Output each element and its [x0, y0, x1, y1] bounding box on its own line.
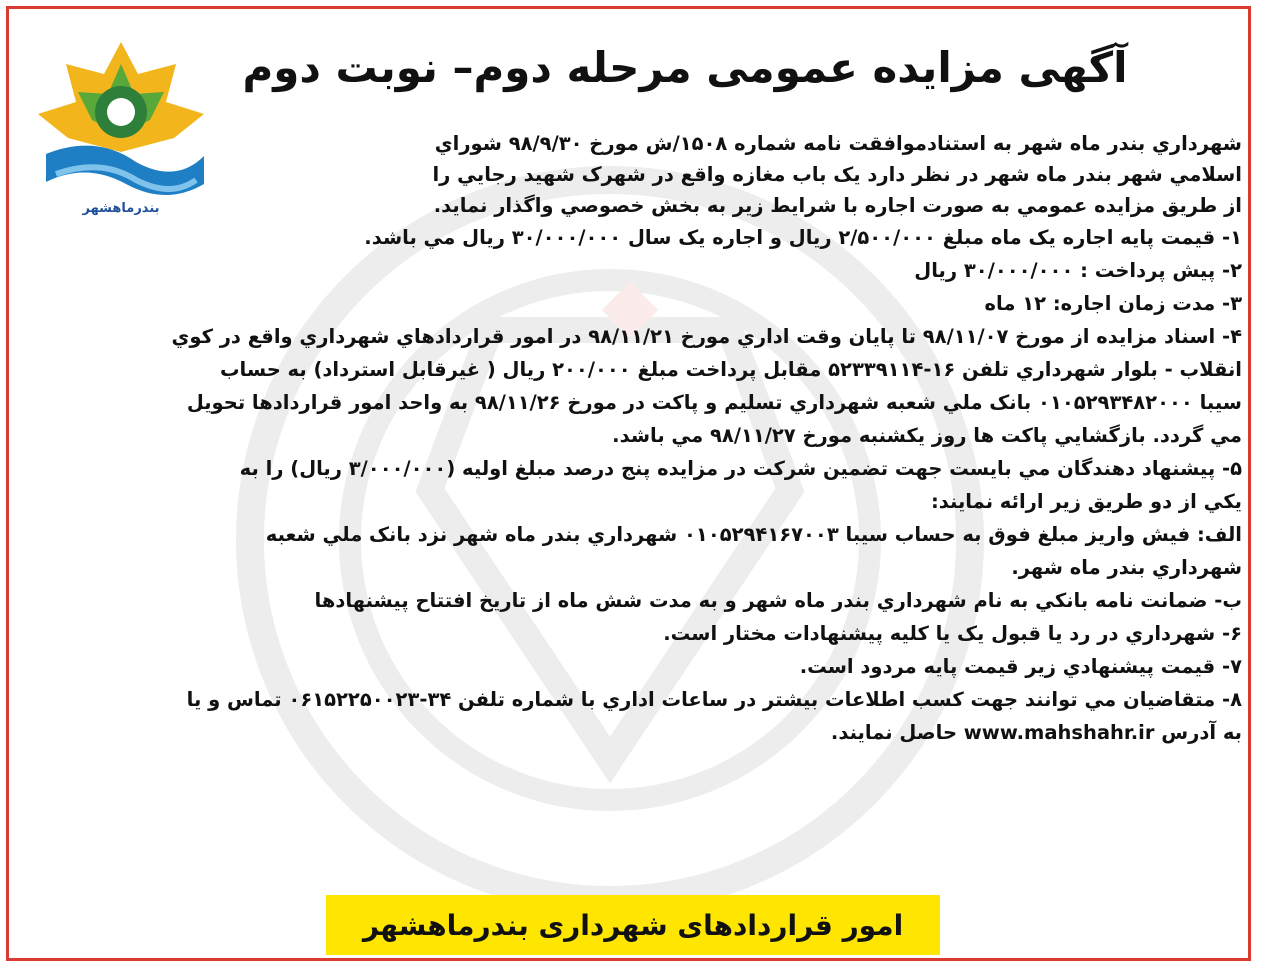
condition-line: به آدرس www.mahshahr.ir حاصل نمايند.	[830, 721, 1242, 744]
condition-line: الف: فيش واريز مبلغ فوق به حساب سيبا ۰۱۰۵۲۹۴۱۶۷۰۰۳ شهرداري بندر ماه شهر نزد بانک ملي شعبه	[265, 523, 1242, 546]
condition-line: ۲- پيش پرداخت : ۳۰/۰۰۰/۰۰۰ ريال	[914, 259, 1242, 282]
intro-line: شهرداري بندر ماه شهر به استنادموافقت نامه شماره ۱۵۰۸/ش مورخ ۹۸/۹/۳۰ شوراي	[434, 132, 1242, 155]
condition-item	[20, 584, 1242, 617]
condition-line: ۸- متقاضيان مي توانند جهت کسب اطلاعات بيشتر در ساعات اداري با شماره تلفن ۳۴-۰۶۱۵۲۲۵۰۰۲۳ تماس و يا	[186, 688, 1242, 711]
condition-line: ۱- قيمت پايه اجاره يک ماه مبلغ ۲/۵۰۰/۰۰۰ ريال و اجاره يک سال ۳۰/۰۰۰/۰۰۰ ريال مي باشد.	[364, 226, 1242, 249]
condition-line: ۵- پيشنهاد دهندگان مي بايست جهت تضمين شرکت در مزايده پنج درصد مبلغ اوليه (۳/۰۰۰/۰۰۰ ريال) را به	[239, 457, 1242, 480]
logo-caption: بندرماهشهر	[82, 201, 160, 216]
condition-line: ۶- شهرداري در رد يا قبول يک يا کليه پيشنهادات مختار است.	[663, 622, 1242, 645]
condition-item	[20, 320, 1242, 452]
condition-line: انقلاب - بلوار شهرداري تلفن ۱۶-۵۲۳۳۹۱۱۴ مقابل پرداخت مبلغ ۲۰۰/۰۰۰ ريال ( غيرقابل استرداد) به حساب	[219, 358, 1242, 381]
condition-line: ۷- قيمت پيشنهادي زير قيمت پايه مردود است.	[799, 655, 1242, 678]
condition-line: سيبا ۰۱۰۵۲۹۳۴۸۲۰۰۰ بانک ملي شعبه شهرداري تسليم و پاکت در مورخ ۹۸/۱۱/۲۶ به واحد امور قراردادها تحويل	[186, 391, 1242, 414]
condition-line: ب- ضمانت نامه بانکي به نام شهرداري بندر ماه شهر و به مدت شش ماه از تاريخ افتتاح پيشنهادها	[314, 589, 1242, 612]
intro-paragraph	[242, 128, 1242, 221]
condition-item	[20, 650, 1242, 683]
intro-line: از طريق مزايده عمومي به صورت اجاره با شرايط زير به بخش خصوصي واگذار نمايد.	[433, 194, 1242, 217]
condition-item	[20, 617, 1242, 650]
condition-line: شهرداري بندر ماه شهر.	[1011, 556, 1242, 579]
condition-item	[20, 221, 1242, 254]
condition-line: مي گردد. بازگشايي پاکت ها روز يکشنبه مورخ ۹۸/۱۱/۲۷ مي باشد.	[612, 424, 1242, 447]
condition-item	[20, 254, 1242, 287]
notice-body	[20, 128, 1242, 749]
condition-item	[20, 518, 1242, 584]
condition-item	[20, 683, 1242, 749]
condition-line: ۴- اسناد مزايده از مورخ ۹۸/۱۱/۰۷ تا پايان وقت اداري مورخ ۹۸/۱۱/۲۱ در امور قراردادهاي شهرداري واقع در کوي	[171, 325, 1242, 348]
condition-line: يکي از دو طريق زير ارائه نمايند:	[930, 490, 1242, 513]
condition-line: ۳- مدت زمان اجاره: ۱۲ ماه	[984, 292, 1242, 315]
footer-signature: امور قراردادهای شهرداری بندرماهشهر	[326, 895, 940, 955]
condition-item	[20, 287, 1242, 320]
condition-item	[20, 452, 1242, 518]
page-title: آگهی مزایده عمومی مرحله دوم– نوبت دوم	[242, 43, 1128, 92]
intro-line: اسلامي شهر بندر ماه شهر در نظر دارد يک باب مغازه واقع در شهرک شهيد رجايي را	[432, 163, 1242, 186]
